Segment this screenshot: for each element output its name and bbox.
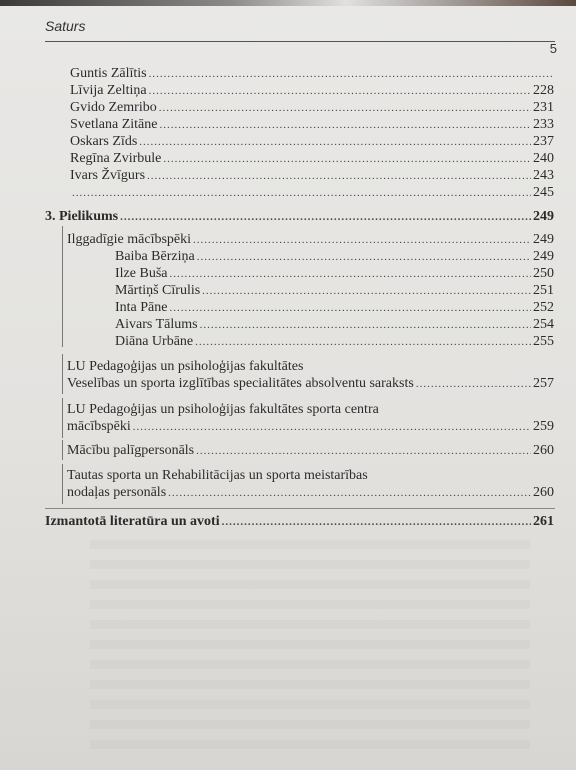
- leader-dots: [202, 283, 531, 300]
- block-bracket-line: [62, 440, 63, 460]
- toc-entry: [115, 282, 554, 300]
- section-bracket-line: [62, 226, 63, 347]
- subsection-page: 249: [533, 232, 554, 247]
- leader-dots: [197, 249, 531, 266]
- section-divider: [45, 508, 555, 509]
- toc-entry: [70, 133, 554, 151]
- toc-entry-page: 255: [533, 334, 554, 349]
- section-page: 261: [533, 514, 554, 529]
- section-title: 3. Pielikums: [45, 209, 119, 224]
- toc-entry: [115, 316, 554, 334]
- leader-dots: [169, 266, 531, 283]
- running-header: Saturs: [45, 18, 86, 34]
- section-heading: [45, 513, 554, 531]
- leader-dots: [195, 334, 531, 351]
- toc-entry-label: Veselības un sporta izglītības specialitātes absolventu saraksts: [67, 376, 414, 391]
- toc-entry: [115, 265, 554, 283]
- subsection-entry: [67, 231, 554, 249]
- toc-entry: [70, 65, 554, 83]
- toc-entry-page: 237: [533, 134, 554, 149]
- toc-entry: [115, 333, 554, 351]
- toc-entry-page: 257: [533, 376, 554, 391]
- leader-dots: [149, 66, 552, 83]
- section-heading: [45, 208, 554, 226]
- toc-entry-label: Diāna Urbāne: [115, 334, 194, 349]
- toc-entry-label: Oskars Zīds: [70, 134, 138, 149]
- block-bracket-line: [62, 398, 63, 438]
- toc-entry-page: 249: [533, 249, 554, 264]
- subsection-label: Ilggadīgie mācībspēki: [67, 232, 192, 247]
- toc-entry-label: Regīna Zvirbule: [70, 151, 162, 166]
- toc-entry: [70, 184, 554, 202]
- toc-entry-label: Mārtiņš Cīrulis: [115, 283, 201, 298]
- toc-entry: [70, 167, 554, 185]
- toc-entry-label: Ivars Žvīgurs: [70, 168, 146, 183]
- leader-dots: [416, 376, 531, 393]
- section-title: Izmantotā literatūra un avoti: [45, 514, 220, 529]
- toc-entry: [115, 299, 554, 317]
- toc-entry-label: Gvido Zemribo: [70, 100, 157, 115]
- leader-dots: [222, 514, 531, 531]
- toc-entry-page: 233: [533, 117, 554, 132]
- toc-entry-page: 259: [533, 419, 554, 434]
- toc-entry-page: 252: [533, 300, 554, 315]
- leader-dots: [120, 209, 531, 226]
- toc-entry-page: 260: [533, 485, 554, 500]
- toc-entry: [70, 82, 554, 100]
- leader-dots: [169, 300, 531, 317]
- section-page: 249: [533, 209, 554, 224]
- top-edge: [0, 0, 576, 6]
- toc-entry-label: Līvija Zeltiņa: [70, 83, 147, 98]
- leader-dots: [159, 100, 531, 117]
- toc-entry-page: 254: [533, 317, 554, 332]
- leader-dots: [149, 83, 531, 100]
- leader-dots: [139, 134, 531, 151]
- toc-entry: [67, 375, 554, 393]
- block-title-line: Tautas sporta un Rehabilitācijas un sporta meistarības: [67, 468, 368, 483]
- toc-entry: [70, 150, 554, 168]
- leader-dots: [133, 419, 531, 436]
- header-rule: [45, 41, 555, 42]
- block-title-line: LU Pedagoģijas un psiholoģijas fakultātes sporta centra: [67, 402, 379, 417]
- toc-entry-page: 250: [533, 266, 554, 281]
- toc-entry-page: 251: [533, 283, 554, 298]
- toc-entry-page: 231: [533, 100, 554, 115]
- leader-dots: [159, 117, 531, 134]
- toc-entry-page: 243: [533, 168, 554, 183]
- toc-entry: [67, 484, 554, 502]
- bleed-through-text: [90, 540, 530, 760]
- toc-entry-page: 245: [533, 185, 554, 200]
- toc-entry-label: Inta Pāne: [115, 300, 168, 315]
- toc-entry-label: Mācību palīgpersonāls: [67, 443, 195, 458]
- toc-entry: [70, 99, 554, 117]
- toc-entry-label: Svetlana Zitāne: [70, 117, 158, 132]
- toc-entry-label: Baiba Bērziņa: [115, 249, 195, 264]
- leader-dots: [72, 185, 531, 202]
- block-bracket-line: [62, 354, 63, 394]
- toc-entry-page: 228: [533, 83, 554, 98]
- toc-entry-page: 240: [533, 151, 554, 166]
- toc-entry: [70, 116, 554, 134]
- toc-entry-label: Ilze Buša: [115, 266, 168, 281]
- toc-entry: [115, 248, 554, 266]
- toc-entry: [67, 418, 554, 436]
- toc-entry-label: Aivars Tālums: [115, 317, 198, 332]
- leader-dots: [147, 168, 531, 185]
- leader-dots: [196, 443, 531, 460]
- leader-dots: [193, 232, 531, 249]
- toc-entry-label: nodaļas personāls: [67, 485, 167, 500]
- leader-dots: [200, 317, 531, 334]
- toc-entry-label: mācībspēki: [67, 419, 131, 434]
- toc-entry-page: 260: [533, 443, 554, 458]
- leader-dots: [163, 151, 531, 168]
- page-number: 5: [549, 41, 557, 56]
- block-bracket-line: [62, 464, 63, 504]
- leader-dots: [168, 485, 531, 502]
- block-title-line: LU Pedagoģijas un psiholoģijas fakultātes: [67, 359, 304, 374]
- toc-entry-label: Guntis Zālītis: [70, 66, 147, 81]
- toc-entry: [67, 442, 554, 460]
